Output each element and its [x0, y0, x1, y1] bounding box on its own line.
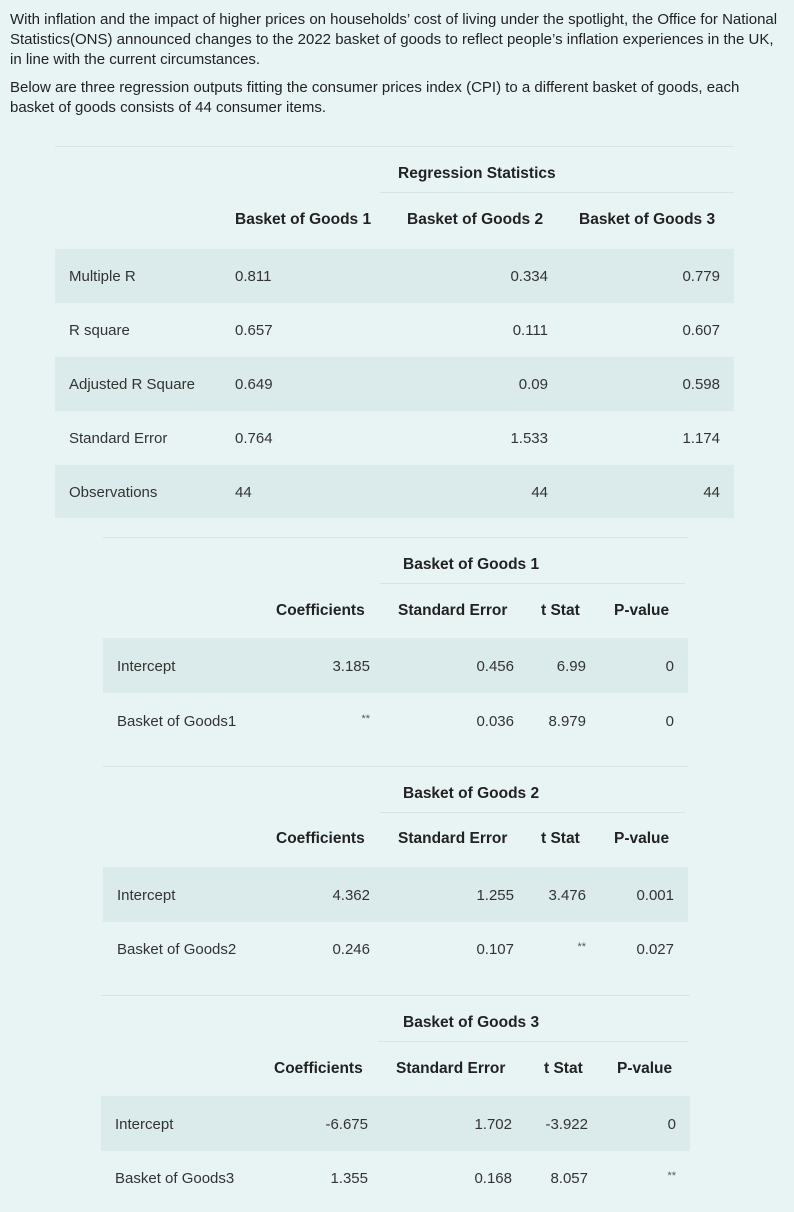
- cell-value: 0.334: [510, 268, 548, 285]
- cell-value: -6.675: [325, 1116, 368, 1133]
- row-label: Intercept: [115, 1116, 174, 1133]
- cell-value: 0.456: [476, 658, 514, 675]
- column-header: Basket of Goods 1: [235, 211, 372, 228]
- column-header: Standard Error: [398, 602, 508, 619]
- cell-value: 0.607: [682, 322, 720, 339]
- table-row: [103, 867, 688, 922]
- column-header: Standard Error: [396, 1060, 506, 1077]
- column-header: Basket of Goods 2: [407, 211, 544, 228]
- row-label: Standard Error: [69, 430, 168, 447]
- table-top-rule: [103, 537, 688, 538]
- cell-value: 0.779: [682, 268, 720, 285]
- cell-value: 0.001: [636, 887, 674, 904]
- cell-value: 44: [703, 484, 720, 501]
- column-header: Coefficients: [274, 1060, 363, 1077]
- cell-value: 0.168: [474, 1170, 512, 1187]
- cell-value: 1.355: [330, 1170, 368, 1187]
- cell-value: 0.649: [235, 376, 273, 393]
- cell-value: 0.107: [476, 941, 514, 958]
- cell-value: 3.185: [332, 658, 370, 675]
- title-rule: [380, 583, 685, 584]
- table-title: Basket of Goods 2: [403, 785, 540, 802]
- column-header: t Stat: [544, 1060, 583, 1077]
- cell-value: 0.764: [235, 430, 273, 447]
- table-top-rule: [55, 146, 734, 147]
- cell-value: 44: [531, 484, 548, 501]
- row-label: Multiple R: [69, 268, 136, 285]
- cell-value: 0.811: [235, 268, 272, 285]
- column-header: Coefficients: [276, 602, 365, 619]
- title-rule: [378, 1041, 688, 1042]
- cell-value: 44: [235, 484, 252, 501]
- column-header: P-value: [614, 830, 670, 847]
- cell-value: 1.702: [474, 1116, 512, 1133]
- cell-value: 0.246: [332, 941, 370, 958]
- cell-value: -3.922: [545, 1116, 588, 1133]
- column-header: Basket of Goods 3: [579, 211, 716, 228]
- table-row: [103, 638, 688, 693]
- table-title: Basket of Goods 3: [403, 1014, 540, 1031]
- cell-value: 8.979: [548, 713, 586, 730]
- table-top-rule: [103, 766, 688, 767]
- cell-value: **: [667, 1170, 676, 1182]
- cell-value: 0.036: [476, 713, 514, 730]
- row-label: Adjusted R Square: [69, 376, 195, 393]
- cell-value: 0.09: [518, 376, 548, 393]
- cell-value: 8.057: [550, 1170, 588, 1187]
- table-title: Basket of Goods 1: [403, 556, 540, 573]
- table-row: [101, 1096, 690, 1151]
- row-label: Intercept: [117, 887, 176, 904]
- column-header: Standard Error: [398, 830, 508, 847]
- cell-value: 0: [665, 658, 674, 675]
- cell-value: 0.598: [682, 376, 720, 393]
- cell-value: 0: [665, 713, 674, 730]
- column-header: P-value: [617, 1060, 673, 1077]
- row-label: R square: [69, 322, 130, 339]
- table-top-rule: [101, 995, 690, 996]
- cell-value: 3.476: [548, 887, 586, 904]
- column-header: t Stat: [541, 830, 580, 847]
- column-header: t Stat: [541, 602, 580, 619]
- cell-value: 0.027: [636, 941, 674, 958]
- cell-value: 0.657: [235, 322, 273, 339]
- title-rule: [380, 192, 734, 193]
- cell-value: 0: [667, 1116, 676, 1133]
- cell-value: 1.533: [510, 430, 548, 447]
- intro-text: [10, 10, 780, 118]
- row-label: Basket of Goods1: [117, 713, 237, 730]
- row-label: Basket of Goods2: [117, 941, 237, 958]
- table-title: Regression Statistics: [398, 165, 556, 182]
- row-label: Intercept: [117, 658, 176, 675]
- cell-value: 1.255: [476, 887, 514, 904]
- intro-paragraph-1: With inflation and the impact of higher prices on households’ cost of living under the spotlight, the Office for National Statistics(ONS) announced changes to the 2022 basket of goods to reflect people’s inflation experiences in the UK, in line with the current circumstances.: [10, 11, 778, 68]
- row-label: Observations: [69, 484, 158, 501]
- cell-value: **: [361, 713, 370, 725]
- column-header: Coefficients: [276, 830, 365, 847]
- column-header: P-value: [614, 602, 670, 619]
- cell-value: **: [577, 941, 586, 953]
- cell-value: 4.362: [332, 887, 370, 904]
- cell-value: 6.99: [556, 658, 586, 675]
- cell-value: 0.111: [512, 322, 548, 339]
- intro-paragraph-2: Below are three regression outputs fitting the consumer prices index (CPI) to a different basket of goods, each basket of goods consists of 44 consumer items.: [10, 79, 740, 116]
- title-rule: [380, 812, 685, 813]
- row-label: Basket of Goods3: [115, 1170, 235, 1187]
- cell-value: 1.174: [682, 430, 720, 447]
